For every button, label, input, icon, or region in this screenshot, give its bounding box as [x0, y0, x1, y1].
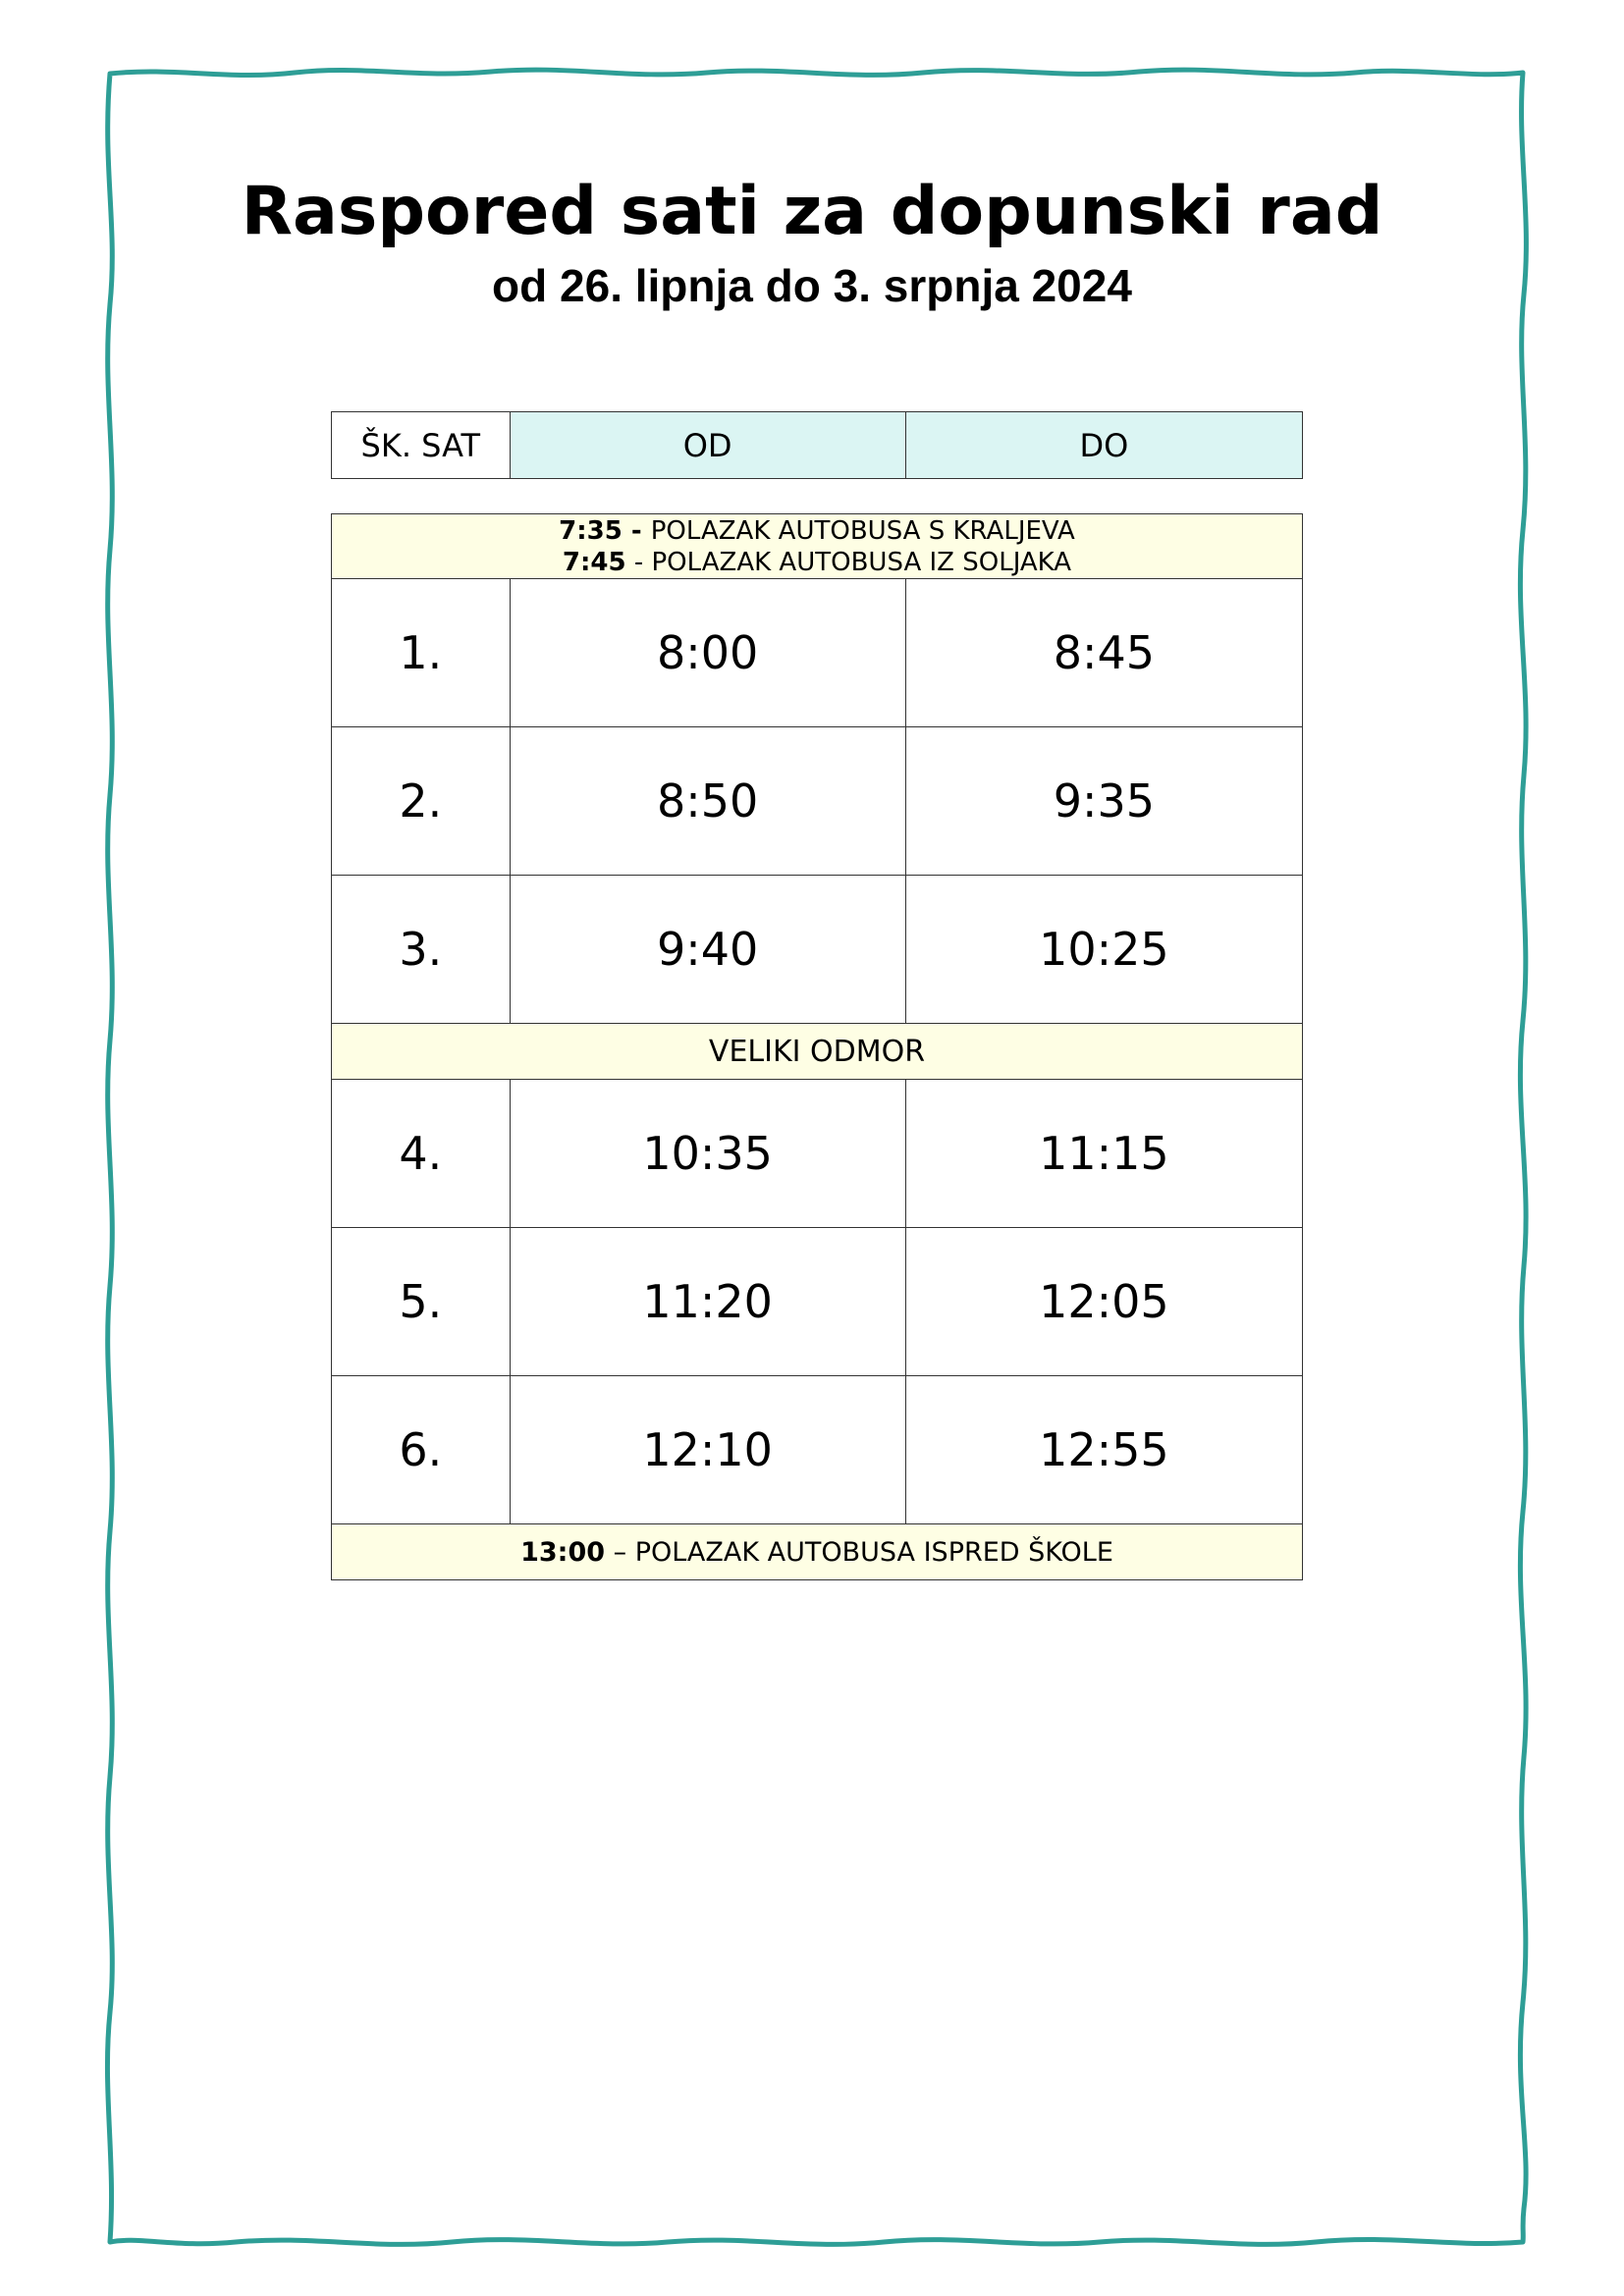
period-number: 3.: [332, 876, 511, 1024]
header-period: ŠK. SAT: [332, 412, 511, 479]
departure-separator: -: [622, 515, 651, 546]
bus-departure-bottom: [332, 1524, 1303, 1580]
period-start: 9:40: [510, 876, 905, 1024]
departure-text: POLAZAK AUTOBUSA ISPRED ŠKOLE: [634, 1536, 1113, 1568]
departure-time: 7:35: [559, 515, 623, 546]
period-end: 11:15: [905, 1080, 1302, 1228]
departure-separator: –: [605, 1536, 635, 1568]
period-start: 12:10: [510, 1376, 905, 1524]
header-to: DO: [905, 412, 1302, 479]
page-subtitle: od 26. lipnja do 3. srpnja 2024: [492, 260, 1132, 311]
period-start: 8:50: [510, 727, 905, 876]
period-number: 6.: [332, 1376, 511, 1524]
period-start: 11:20: [510, 1228, 905, 1376]
period-number: 5.: [332, 1228, 511, 1376]
period-end: 8:45: [905, 579, 1302, 727]
period-number: 2.: [332, 727, 511, 876]
table-row: [332, 727, 1303, 876]
period-start: 10:35: [510, 1080, 905, 1228]
bus-departures-top-row: [332, 514, 1303, 579]
schedule-table: [331, 513, 1303, 1580]
table-row: [332, 579, 1303, 727]
table-row: [332, 1376, 1303, 1524]
departure-text: POLAZAK AUTOBUSA S KRALJEVA: [650, 515, 1075, 546]
period-end: 12:05: [905, 1228, 1302, 1376]
break-label: VELIKI ODMOR: [332, 1024, 1303, 1080]
period-end: 9:35: [905, 727, 1302, 876]
bus-departure-line: [332, 547, 1302, 578]
break-row: [332, 1024, 1303, 1080]
period-end: 12:55: [905, 1376, 1302, 1524]
table-row: [332, 1080, 1303, 1228]
header-row: [332, 412, 1303, 479]
period-number: 4.: [332, 1080, 511, 1228]
period-number: 1.: [332, 579, 511, 727]
period-end: 10:25: [905, 876, 1302, 1024]
header-from: OD: [510, 412, 905, 479]
table-row: [332, 1228, 1303, 1376]
departure-separator: -: [625, 547, 652, 577]
departure-time: 7:45: [562, 547, 626, 577]
departure-text: POLAZAK AUTOBUSA IZ SOLJAKA: [651, 547, 1072, 577]
bus-departures-top: [332, 514, 1303, 579]
period-start: 8:00: [510, 579, 905, 727]
schedule-header-table: [331, 411, 1303, 479]
page-title: Raspored sati za dopunski rad: [241, 173, 1383, 250]
bus-departure-line: [332, 515, 1302, 547]
table-row: [332, 876, 1303, 1024]
departure-time: 13:00: [520, 1536, 606, 1568]
bus-departure-bottom-row: [332, 1524, 1303, 1580]
